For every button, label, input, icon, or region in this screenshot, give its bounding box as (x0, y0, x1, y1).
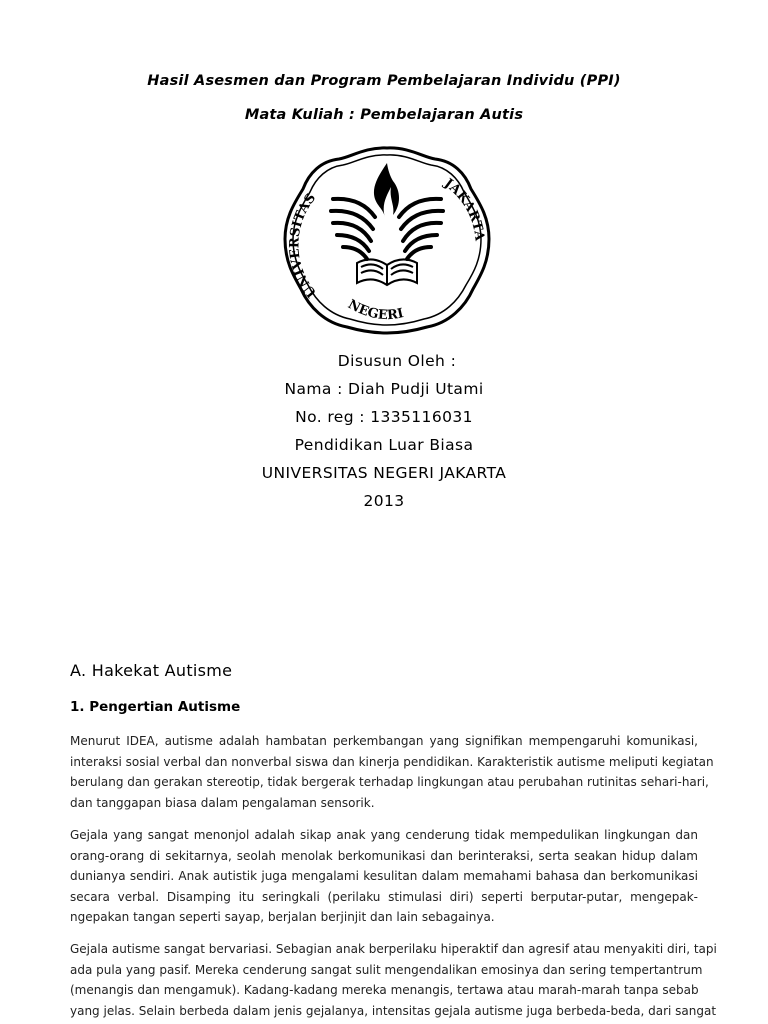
study-program: Pendidikan Luar Biasa (294, 436, 474, 454)
right-wing-icon (399, 199, 443, 259)
book-icon (357, 259, 417, 285)
paragraph-line: dunianya sendiri. Anak autistik juga mengalami kesulitan dalam memahami bahasa dan berkomunikasi (70, 869, 698, 883)
paragraph-line: orang-orang di sekitarnya, seolah menolak berkomunikasi dan berinteraksi, serta seakan hidup dalam (70, 848, 698, 863)
prepared-by-label: Disusun Oleh : (337, 352, 457, 370)
paragraph-line: Gejala autisme sangat bervariasi. Sebagian anak berperilaku hiperaktif dan agresif atau menyakiti diri, tapi (70, 942, 717, 956)
paragraph-line: ada pula yang pasif. Mereka cenderung sangat sulit mengendalikan emosinya dan sering tempertantrum (70, 962, 703, 977)
paragraph-line: Gejala yang sangat menonjol adalah sikap anak yang cenderung tidak mempedulikan lingkungan dan (70, 828, 698, 842)
registration-number: No. reg : 1335116031 (295, 408, 473, 426)
author-name: Nama : Diah Pudji Utami (284, 380, 484, 398)
paragraph-line: ngepakan tangan seperti sayap, berjalan berjinjit dan lain sebagainya. (70, 910, 495, 924)
university-logo (277, 143, 497, 335)
paragraph-2 (70, 825, 698, 928)
logo-text-bottom: NEGERI (345, 297, 406, 324)
university-name: UNIVERSITAS NEGERI JAKARTA (261, 464, 507, 482)
paragraph-line: secara verbal. Disamping itu seringkali (perilaku stimulasi diri) seperti berputar-putar, mengepak- (70, 889, 698, 904)
paragraph-line: yang jelas. Selain berbeda dalam jenis gejalanya, intensitas gejala autisme juga berbeda-beda, dari sangat (70, 1003, 717, 1018)
logo-text-left: UNIVERSITAS (287, 190, 321, 300)
document-title: Hasil Asesmen dan Program Pembelajaran Individu (PPI) (147, 73, 621, 89)
paragraph-line: Menurut IDEA, autisme adalah hambatan perkembangan yang signifikan mempengaruhi komunikasi, (70, 734, 698, 748)
logo-text-right: JAKARTA (441, 176, 487, 242)
paragraph-1 (70, 731, 714, 813)
subsection-heading: 1. Pengertian Autisme (70, 699, 241, 715)
section-heading: A. Hakekat Autisme (70, 661, 233, 680)
course-title: Mata Kuliah : Pembelajaran Autis (244, 107, 524, 123)
flame-icon (374, 163, 399, 217)
paragraph-3 (70, 939, 717, 1021)
year: 2013 (363, 492, 405, 510)
paragraph-line: interaksi sosial verbal dan nonverbal siswa dan kinerja pendidikan. Karakteristik autisme meliputi kegiatan (70, 754, 714, 769)
left-wing-icon (331, 199, 375, 259)
paragraph-line: dan tanggapan biasa dalam pengalaman sensorik. (70, 795, 375, 810)
paragraph-line: (menangis dan mengamuk). Kadang-kadang mereka menangis, tertawa atau marah-marah tanpa sebab (70, 983, 699, 997)
paragraph-line: berulang dan gerakan stereotip, tidak bergerak terhadap lingkungan atau perubahan rutinitas sehari-hari, (70, 775, 709, 789)
